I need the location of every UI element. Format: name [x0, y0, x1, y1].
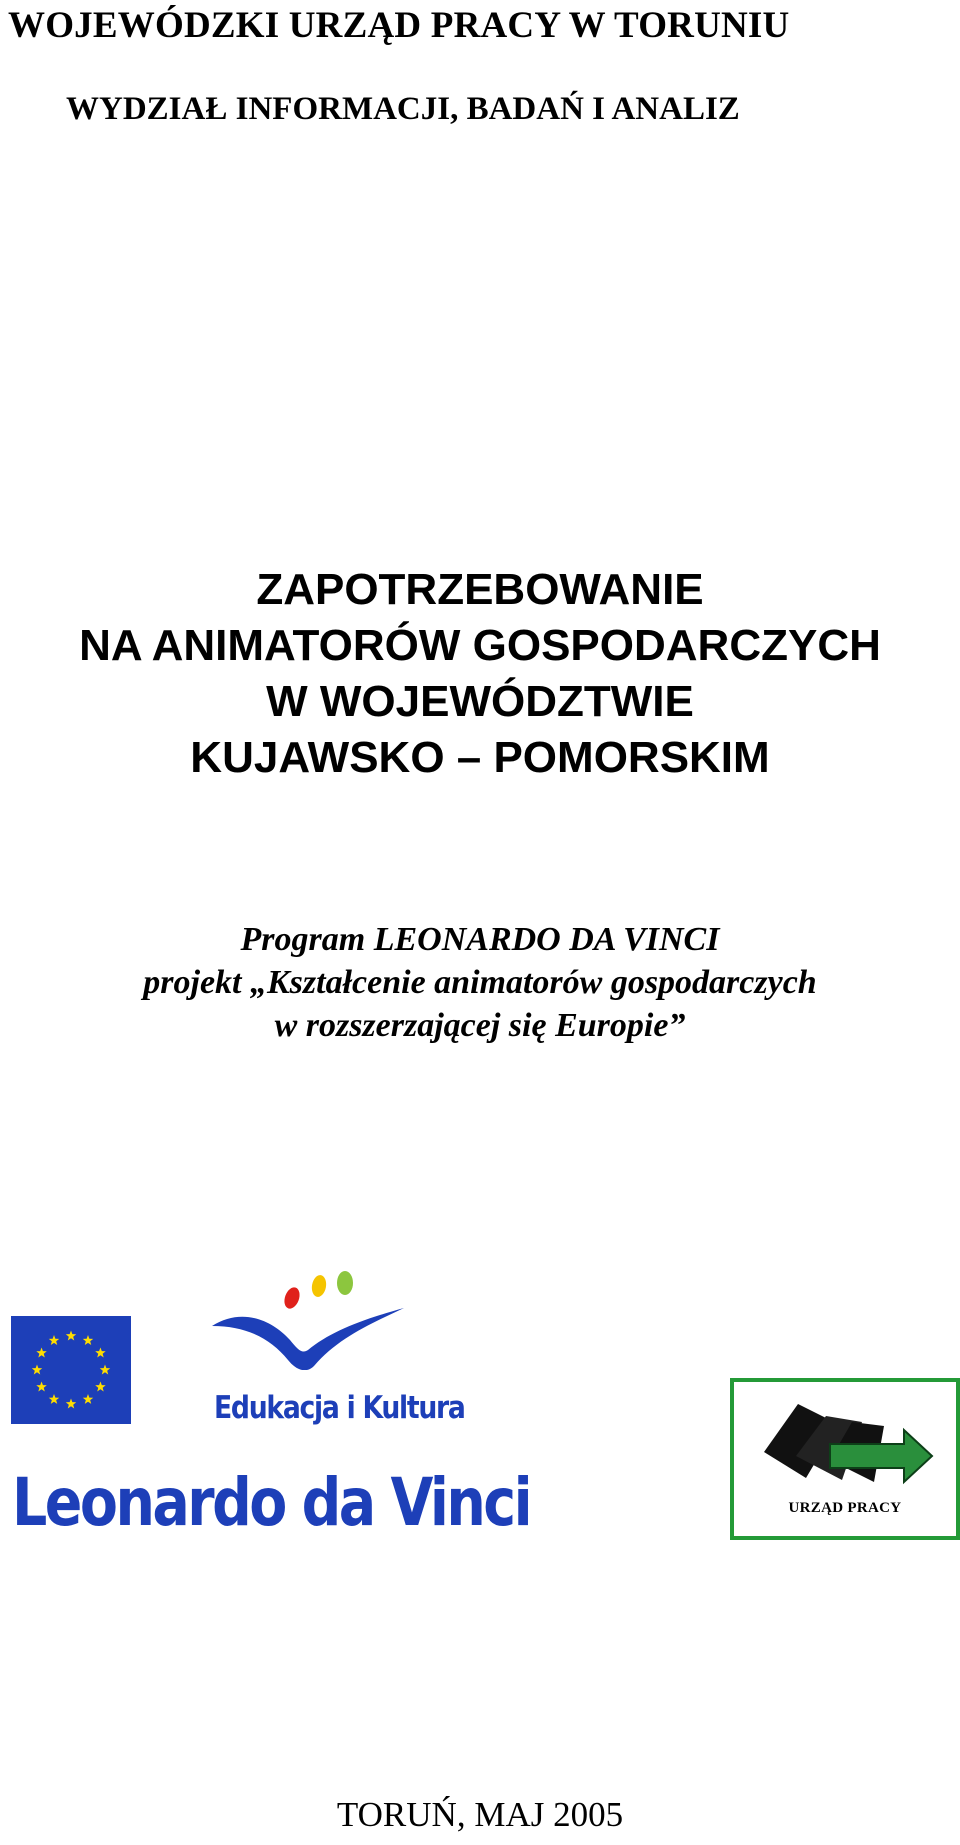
eu-star-icon [95, 1348, 105, 1358]
urzad-pracy-arrow-icon [734, 1382, 956, 1500]
program-line: w rozszerzającej się Europie” [274, 1007, 686, 1044]
eu-star-icon [95, 1382, 105, 1392]
place-date: TORUŃ, MAJ 2005 [336, 1795, 624, 1834]
urzad-pracy-logo [730, 1378, 960, 1540]
urzad-pracy-label: URZĄD PRACY [788, 1500, 902, 1516]
title-line: ZAPOTRZEBOWANIE [256, 565, 704, 614]
program-description [0, 918, 960, 1047]
eu-star-icon [49, 1394, 59, 1404]
eu-star-icon [100, 1365, 110, 1375]
eu-star-icon [83, 1335, 93, 1345]
eu-star-icon [32, 1365, 42, 1375]
program-line: Program LEONARDO DA VINCI [240, 921, 720, 958]
education-culture-logo-icon [210, 1270, 410, 1370]
program-line: projekt „Kształcenie animatorów gospodarczych [143, 964, 817, 1001]
eu-star-icon [66, 1399, 76, 1409]
title-line: W WOJEWÓDZTWIE [266, 677, 694, 726]
title-line: KUJAWSKO – POMORSKIM [190, 733, 770, 782]
eu-star-icon [36, 1348, 46, 1358]
department-title: WYDZIAŁ INFORMACJI, BADAŃ I ANALIZ [66, 91, 740, 127]
eu-star-icon [49, 1335, 59, 1345]
eu-star-icon [36, 1382, 46, 1392]
title-line: NA ANIMATORÓW GOSPODARCZYCH [79, 621, 881, 670]
education-culture-label: Edukacja i Kultura [214, 1390, 465, 1426]
eu-star-icon [83, 1394, 93, 1404]
eu-flag-icon [11, 1316, 131, 1424]
eu-star-icon [66, 1331, 76, 1341]
institution-title: WOJEWÓDZKI URZĄD PRACY W TORUNIU [8, 5, 790, 46]
document-title [0, 562, 960, 786]
leonardo-da-vinci-logo: Leonardo da Vinci [12, 1464, 531, 1541]
